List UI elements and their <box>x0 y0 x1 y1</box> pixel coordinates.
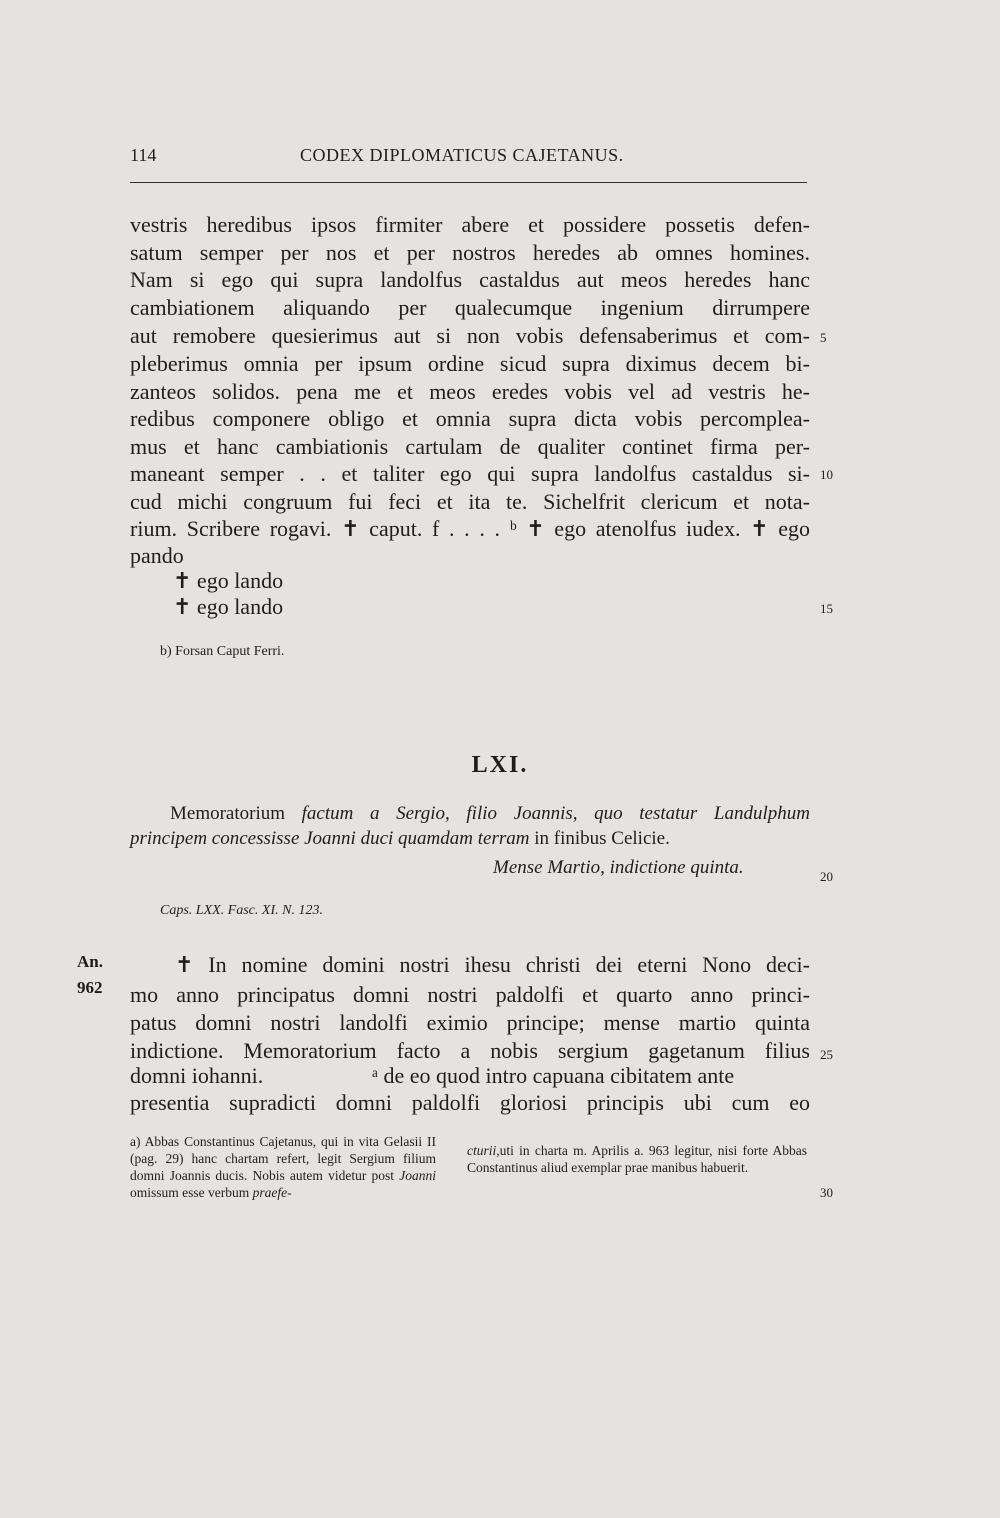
summary-text: in finibus Celicie. <box>534 828 670 849</box>
running-title: CODEX DIPLOMATICUS CAJETANUS. <box>300 145 624 165</box>
doc-line: ✝ In nomine domini nostri ihesu christi dei eterni Nono deci- <box>175 952 810 977</box>
body-line: Nam si ego qui supra landolfus castaldus aut meos heredes hanc <box>130 267 810 292</box>
body-line: mus et hanc cambiationis cartulam de qualiter continet firma per- <box>130 434 810 459</box>
body-line: redibus componere obligo et omnia supra dicta vobis percomplea- <box>130 406 810 431</box>
doc-line: mo anno principatus domni nostri paldolfi et quarto anno princi- <box>130 982 810 1007</box>
line-number: 25 <box>820 1047 833 1062</box>
doc-line: presentia supradicti domni paldolfi gloriosi principis ubi cum eo <box>130 1090 810 1115</box>
footnote-a-right <box>467 1142 807 1176</box>
summary-line <box>130 827 670 851</box>
doc-line: domni iohanni. <box>130 1063 264 1088</box>
body-line: rium. Scribere rogavi. ✝ caput. f . . . . ᵇ ✝ ego atenolfus iudex. ✝ ego <box>130 516 810 541</box>
body-line: cud michi congruum fui feci et ita te. Sichelfrit clericum et nota- <box>130 489 810 514</box>
header-rule <box>130 182 807 183</box>
summary-italic: factum a Sergio, filio Joannis, quo testatur Landulphum <box>301 803 810 824</box>
body-line: pleberimus omnia per ipsum ordine sicud supra diximus decem bi- <box>130 351 810 376</box>
signature-line: ✝ ego lando <box>173 594 284 619</box>
footnote-text: uti in charta m. Aprilis a. 963 legitur, nisi forte Abbas Constantinus aliud exemplar prae manibus habuerit. <box>467 1143 807 1175</box>
doc-line: patus domni nostri landolfi eximio principe; mense martio quinta <box>130 1010 810 1035</box>
footnote-text: a) Abbas Constantinus Cajetanus, qui in vita Gelasii II (pag. 29) hanc chartam refert, legit Sergium filium domni Joannis ducis. Nobis autem videtur post <box>130 1134 436 1183</box>
body-line: aut remobere quesierimus aut si non vobis defensaberimus et com- <box>130 323 810 348</box>
footnote-a-left <box>130 1133 436 1201</box>
archive-reference: Caps. LXX. Fasc. XI. N. 123. <box>160 903 323 918</box>
body-line: zanteos solidos. pena me et meos eredes vobis vel ad vestris he- <box>130 379 810 404</box>
summary-line <box>170 802 810 826</box>
doc-line: indictione. Memoratorium facto a nobis sergium gagetanum filius <box>130 1038 810 1063</box>
page-header <box>130 145 810 171</box>
summary-text: Memoratorium <box>170 803 286 824</box>
line-number: 15 <box>820 601 833 616</box>
body-line: cambiationem aliquando per qualecumque ingenium dirrumpere <box>130 295 810 320</box>
summary-italic: principem concessisse Joanni duci quamdam terram <box>130 828 530 849</box>
line-number: 5 <box>820 330 827 345</box>
summary-date: Mense Martio, indictione quinta. <box>493 857 744 878</box>
footnote-italic: Joanni <box>399 1168 437 1183</box>
body-line: maneant semper . . et taliter ego qui supra landolfus castaldus si- <box>130 461 810 486</box>
page-number: 114 <box>130 145 157 165</box>
doc-line: ᵃ de eo quod intro capuana cibitatem ante <box>372 1063 735 1088</box>
line-number: 10 <box>820 467 833 482</box>
document-number: LXI. <box>471 752 529 778</box>
line-number: 20 <box>820 869 833 884</box>
footnote-italic: praefe- <box>252 1185 292 1200</box>
margin-year-value: 962 <box>77 978 103 997</box>
signature-line: ✝ ego lando <box>173 568 284 593</box>
body-line: vestris heredibus ipsos firmiter abere et possidere possetis defen- <box>130 212 810 237</box>
line-number: 30 <box>820 1185 833 1200</box>
footnote-italic: cturii, <box>467 1143 500 1158</box>
body-line: pando <box>130 543 184 568</box>
footnote-b: b) Forsan Caput Ferri. <box>160 644 285 659</box>
footnote-text: omissum esse verbum <box>130 1185 250 1200</box>
margin-year-label: An. <box>77 952 103 971</box>
body-line: satum semper per nos et per nostros heredes ab omnes homines. <box>130 240 810 265</box>
